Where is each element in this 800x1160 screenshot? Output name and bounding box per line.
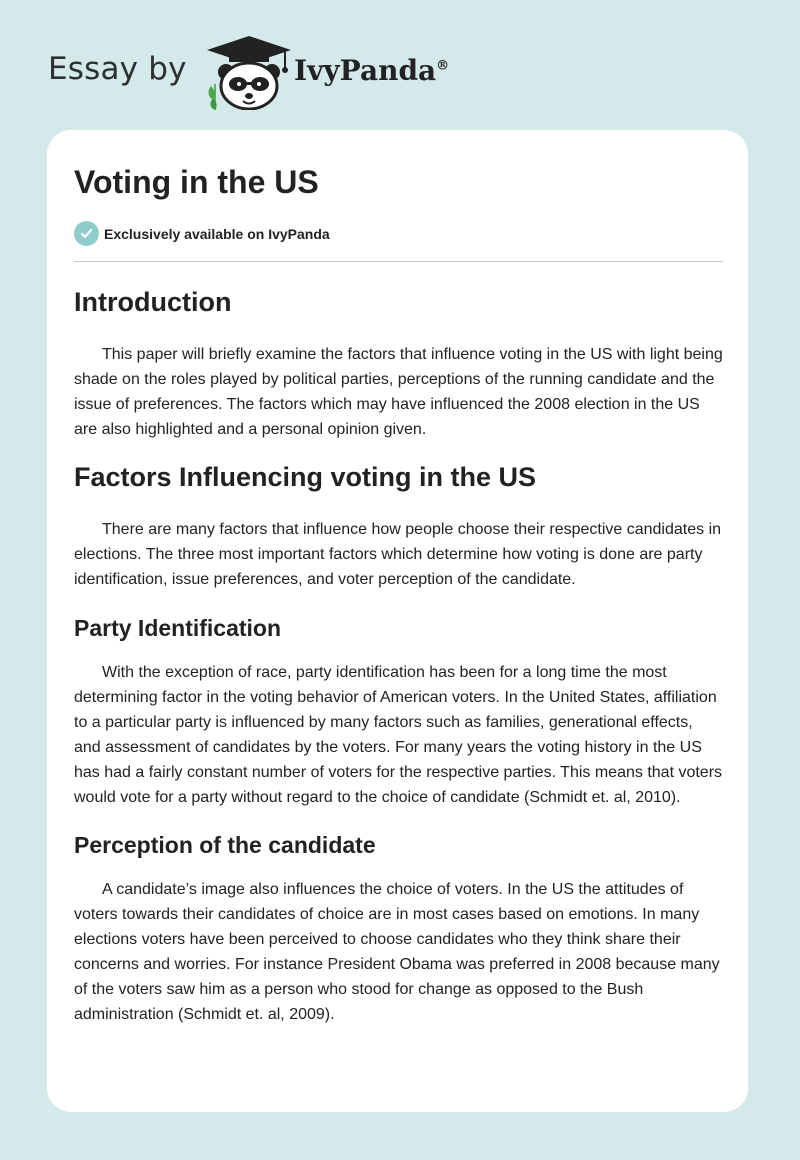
exclusive-badge bbox=[74, 221, 330, 246]
paragraph-introduction: This paper will briefly examine the factors that influence voting in the US with light being shade on the roles played by political parties, perceptions of the running candidate and the issue of preferences. The factors which may have influenced the 2008 election in the US are also highlighted and a personal opinion given. bbox=[74, 346, 723, 438]
subsection-heading-perception: Perception of the candidate bbox=[74, 832, 376, 858]
brand-name-text: IvyPanda bbox=[294, 54, 437, 87]
subsection-heading-party: Party Identification bbox=[74, 615, 282, 641]
essay-by-label: Essay by bbox=[48, 51, 187, 87]
section-heading-factors: Factors Influencing voting in the US bbox=[74, 462, 537, 492]
section-heading-introduction: Introduction bbox=[74, 287, 232, 317]
essay-card bbox=[47, 130, 748, 1112]
page-title: Voting in the US bbox=[74, 164, 319, 200]
site-header bbox=[48, 34, 508, 114]
essay-body bbox=[74, 284, 723, 1027]
title-divider bbox=[74, 261, 723, 262]
exclusive-badge-label: Exclusively available on IvyPanda bbox=[104, 225, 330, 242]
panda-logo-icon[interactable] bbox=[203, 34, 295, 110]
paragraph-perception: A candidate’s image also influences the choice of voters. In the US the attitudes of voters towards their candidates of choice are in most cases based on emotions. In many elections voters have been perceived to choose candidates who they think share their concerns and worries. For instance President Obama was preferred in 2008 because many of the voters saw him as a person who stood for change as opposed to the Bush administration (Schmidt et. al, 2009). bbox=[74, 881, 720, 1023]
brand-name[interactable] bbox=[294, 54, 449, 87]
check-icon bbox=[74, 221, 99, 246]
paragraph-factors: There are many factors that influence how people choose their respective candidates in elections. The three most important factors which determine how voting is done are party identification, issue preferences, and voter perception of the candidate. bbox=[74, 521, 722, 588]
registered-mark: ® bbox=[436, 58, 450, 74]
paragraph-party: With the exception of race, party identification has been for a long time the most determining factor in the voting behavior of American voters. In the United States, affiliation to a particular party is influenced by many factors such as families, generational effects, and assessment of candidates by the voters. For many years the voting history in the US has had a fairly constant number of voters for the respective parties. This means that voters would vote for a party without regard to the choice of candidate (Schmidt et. al, 2010). bbox=[74, 664, 723, 806]
